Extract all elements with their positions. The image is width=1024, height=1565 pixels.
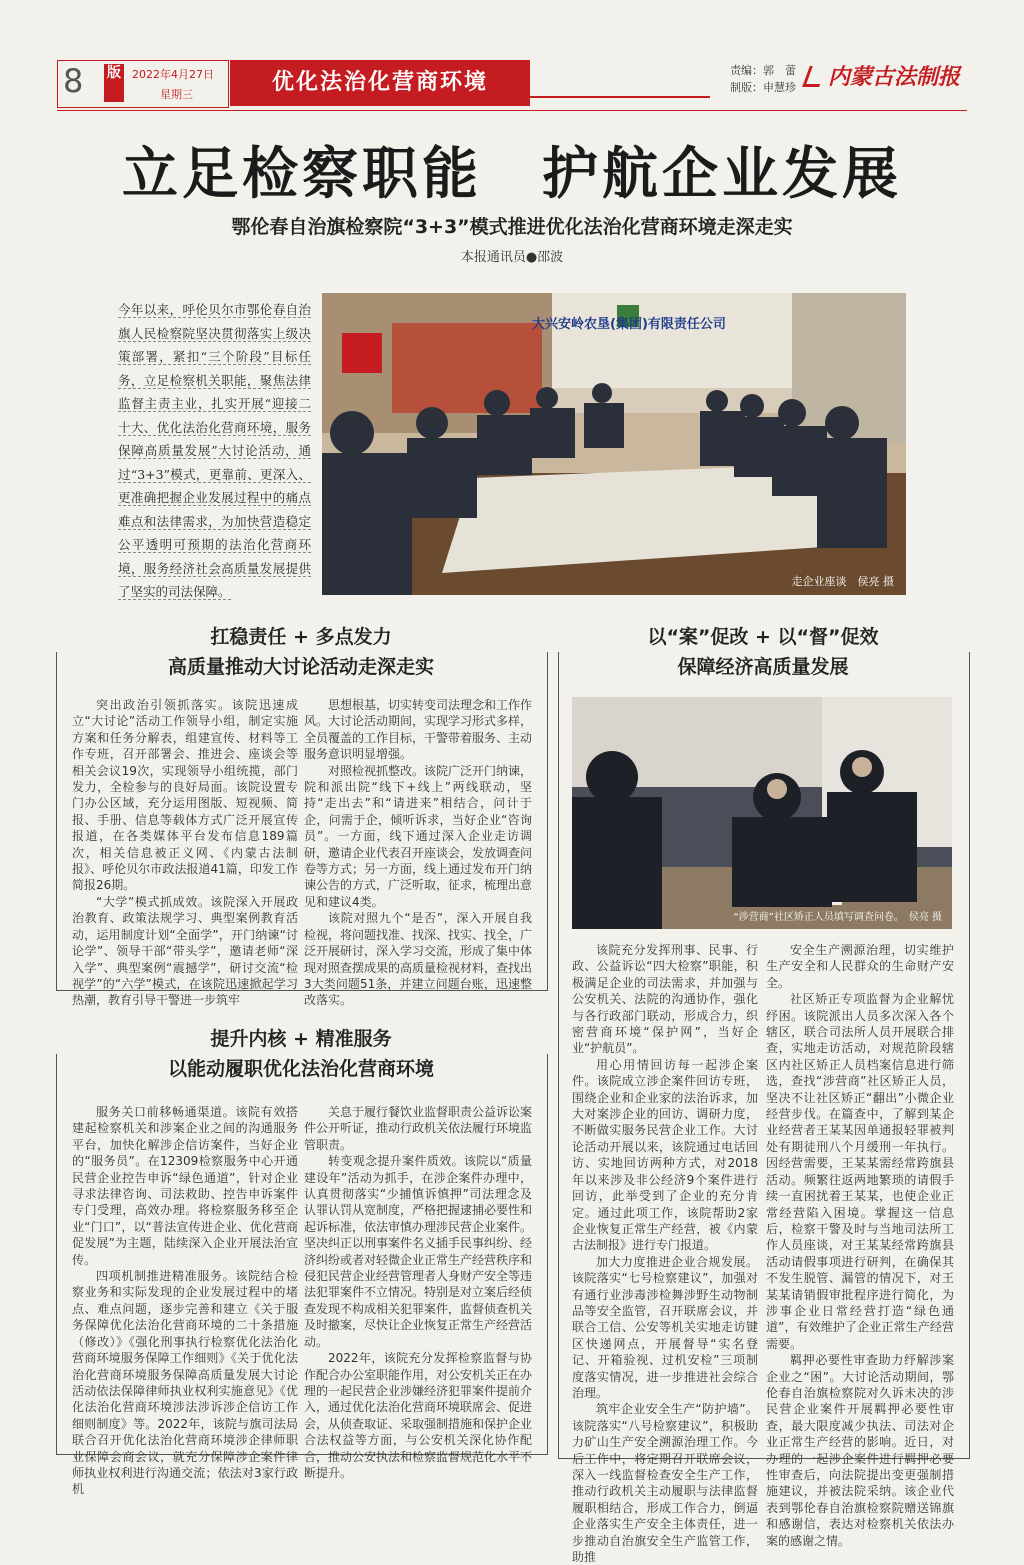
- section1-col1: [72, 697, 298, 1009]
- section2-col1: [72, 1104, 298, 1498]
- photo1-caption: 走企业座谈 侯亮 摄: [791, 575, 894, 588]
- paragraph: 服务关口前移畅通渠道。该院有效搭建起检察机关和涉案企业之间的沟通服务平台，加快化解涉企信访案件，当好企业的“服务员”。在12309检察服务中心开通民营企业控告申诉“绿色通道”，针对企业寻求法律咨询、司法救助、控告申诉案件专门受理，高效办理。将检察服务移至企业“门口”，以“普法宣传进企业、优化营商促发展”为主题，陆续深入企业开展法治宣传。: [72, 1105, 298, 1267]
- newspaper-logo-icon: [802, 66, 827, 87]
- section3-heading-line2: 保障经济高质量发展: [677, 656, 849, 678]
- paragraph: 社区矫正专项监督为企业解忧纾困。该院派出人员多次深入各个辖区，联合司法所人员开展联合排查，实地走访活动，对规范阶段辖区内社区矫正人员档案信息进行筛选，查找“涉营商”社区矫正人员，坚决不让社区矫正“翻出”小微企业经营步伐。在篇查中，了解到某企业经营者王某某因单通报轻罪被判处有期徒刑八个月缓刑一年执行。因经营需要，王某某需经常跨旗县活动。频繁往返两地繁琐的请假手续一直困扰着王某某，也使企业正常经营陷入困境。掌握这一信息后，检察干警及时与当地司法所工作人员座谈，对王某某经常跨旗县活动请假事项进行研判，在确保其不发生脱管、漏管的情况下，对王某某请销假审批程序进行简化，为涉事企业日常经营打造“绿色通道”，有效维护了企业正常生产经营需要。: [766, 992, 954, 1351]
- paragraph: 对照检视抓整改。该院广泛开门纳谏，院和派出院“线下+线上”两线联动，坚持“走出去”和“请进来”相结合，问计于企，问需于企，倾听诉求，当好企业“咨询员”。一方面，线下通过深入企业走访调研，邀请企业代表召开座谈会，发放调查问卷等方式；另一方面，线上通过发布开门纳谏公告的方式，广泛听取，征求，梳理出意见和建议4类。: [304, 763, 533, 909]
- section-banner: 优化法治化营商环境: [230, 60, 530, 106]
- page-number: 8: [63, 62, 84, 100]
- paragraph: 该院充分发挥刑事、民事、行政、公益诉讼“四大检察”职能，积极满足企业的司法需求，并加强与公安机关、法院的沟通协作，强化与各行政部门联动，形成合力，织密营商环境“保护网”，当好企业“护航员”。: [572, 943, 758, 1056]
- banner-rule: [530, 96, 710, 98]
- article-subtitle: 鄂伦春自治旗检察院“3+3”模式推进优化法治化营商环境走深走实: [231, 216, 793, 238]
- questionnaire-scene-image: [572, 697, 952, 929]
- section2-heading-line2: 以能动履职优化法治化营商环境: [167, 1058, 434, 1080]
- paragraph: 突出政治引领抓落实。该院迅速成立“大讨论”活动工作领导小组，制定实施方案和任务分解表，组建宣传、材料等工作专班，召开部署会、推进会、座谈会等相关会议19次，实现领导小组统揽，部门发力，全检参与的良好局面。该院设置专门办公区域，充分运用图版、短视频、简报、手册、信息等载体方式广泛开展宣传报道，在各类媒体平台发布信息189篇次，相关信息被正义网、《内蒙古法制报》、呼伦贝尔市政法报道41篇，印发工作简报26期。: [72, 698, 298, 893]
- meeting-scene-image: [322, 293, 906, 595]
- issue-date: 2022年4月27日: [132, 68, 214, 81]
- section1-heading-line1: 扛稳责任 + 多点发力: [210, 626, 392, 648]
- community-correction-photo: [572, 697, 952, 929]
- wall-banner-text: 大兴安岭农垦(集团)有限责任公司: [532, 317, 726, 332]
- article-intro: [118, 298, 311, 604]
- paragraph: 安全生产溯源治理，切实维护生产安全和人民群众的生命财产安全。: [766, 943, 954, 990]
- paragraph: 加大力度推进企业合规发展。该院落实“七号检察建议”，加强对有通行业涉毒涉检舞涉野生动物制品等安全监管，召开联席会议，并联合工信、公安等机关实地走访键区快递网点，开展督导“实名登记、开箱验视、过机安检”三项制度落实情况，进一步推进社会综合治理。: [572, 1254, 758, 1400]
- paragraph: 2022年，该院充分发挥检察监督与协作配合办公室职能作用，对公安机关正在办理的一起民营企业涉嫌经济犯罪案件提前介入，通过优化法治化营商环境联席会、促进会，从侦查取证、采取强制措施和保护企业合法权益等方面，与公安机关深化协作配合，推动公安执法和检察监督规范化水平不断提升。: [304, 1351, 533, 1480]
- paragraph: 该院对照九个“是否”，深入开展自我检视，将问题找准、找深、找实、找全，广泛开展研讨，深入学习交流，形成了集中体现对照查摆成果的高质量检视材料，查找出3大类问题51条，并建立问题台账，迅速整改落实。: [304, 911, 533, 1008]
- paragraph: “大学”模式抓成效。该院深入开展政治教育、政策法规学习、典型案例教育活动，运用制度计划“全面学”，开门纳谏“讨论学”、领导干部“带头学”，邀请老师“深入学”、典型案例“震撼学”，研讨交流“检视学”的“六学”模式，在该院迅速掀起学习热潮，教育引导干警进一步筑牢: [72, 894, 298, 1008]
- section2-heading-line1: 提升内核 + 精准服务: [210, 1028, 392, 1050]
- section1-heading-line2: 高质量推动大讨论活动走深走实: [167, 656, 434, 678]
- header-rule: [57, 110, 967, 111]
- paragraph: 羁押必要性审查助力纾解涉案企业之“困”。大讨论活动期间，鄂伦春自治旗检察院对久诉未决的涉民营企业案件开展羁押必要性审查，最大限度减少执法、司法对企业正常生产经营的影响。近日，对办理的一起涉企案件进行羁押必要性审查后，向法院提出变更强制措施建议，并被法院采纳。该企业代表到鄂伦春自治旗检察院赠送锦旗和感谢信，表达对检察机关依法办案的感谢之情。: [766, 1353, 954, 1548]
- producer-line: 制版：申慧珍: [730, 81, 796, 94]
- section3-col2: [766, 942, 954, 1549]
- paragraph: 思想根基，切实转变司法理念和工作作风。大讨论活动期间，实现学习形式多样，全员覆盖的工作目标，干警带着服务、主动服务意识明显增强。: [304, 698, 533, 762]
- newspaper-logo: 内蒙古法制报: [828, 64, 961, 90]
- paragraph: 关息于履行餐饮业监督职责公益诉讼案件公开听证，推动行政机关依法履行环境监管职责。: [304, 1105, 533, 1152]
- article-title: 立足检察职能 护航企业发展: [122, 141, 902, 207]
- photo2-caption: “涉营商”社区矫正人员填写调查问卷。 侯亮 摄: [733, 912, 942, 923]
- paragraph: 筑牢企业安全生产“防护墙”。该院落实“八号检察建议”，积极助力矿山生产安全溯源治理工作。今后工作中，将定期召开联席会议，深入一线监督检查安全生产工作，推动行政机关主动履职与法律监督履职相结合，形成工作合力，倒逼企业落实生产安全主体责任，进一步推动自治旗安全生产监管工作，助推: [572, 1402, 758, 1565]
- section1-col2: [304, 697, 532, 1009]
- paragraph: 四项机制推进精准服务。该院结合检察业务和实际发现的企业发展过程中的堵点、难点问题，逐步完善和建立《关于服务保障优化法治化营商环境的二十条措施（修改）》《强化刑事执行检察优化法治化营商环境服务保障工作细则》《关于优化法治化营商环境服务保障高质量发展大讨论活动依法保障律师执业权利实施意见》《优化法治化营商环境涉法涉诉涉企信访工作细则制度》等。2022年，该院与旗司法局联合召开优化法治化营商环境涉企律师职业保障会商会议，就充分保障涉企案件律师执业权利进行沟通交流；依法对3家行政机: [72, 1269, 298, 1497]
- editor-credits: [730, 62, 796, 96]
- ban-tag: 版: [104, 64, 124, 102]
- editor-line: 责编：郭 蕾: [730, 64, 796, 77]
- article-byline: 本报通讯员●邵波: [460, 250, 564, 265]
- section3-col1: [572, 942, 758, 1565]
- paragraph: 用心用情回访每一起涉企案件。该院成立涉企案件回访专班，围绕企业和企业家的法治诉求，加大对案涉企业的回访、调研力度，不断做实服务民营企业工作。大讨论活动开展以来，该院通过电话回访、实地回访两种方式，对2018年以来涉及非公经济9个案件进行回访，此举受到了企业的充分肯定。通过此项工作，该院帮助2家企业恢复正常生产经营，被《内蒙古法制报》进行专门报道。: [572, 1057, 758, 1253]
- meeting-photo: [322, 293, 906, 595]
- section2-col2: [304, 1104, 532, 1481]
- section3-heading-line1: 以“案”促改 + 以“督”促效: [647, 626, 879, 648]
- issue-weekday: 星期三: [160, 88, 193, 101]
- paragraph: 转变观念提升案件质效。该院以“质量建设年”活动为抓手，在涉企案件办理中，认真贯彻落实“少捕慎诉慎押”司法理念及认罪认罚从宽制度，严格把握逮捕必要性和起诉标准，依法审慎办理涉民营企业案件。坚决纠正以刑事案件名义插手民事纠纷、经济纠纷或者对轻微企业正常生产经营秩序和侵犯民营企业经营管理者人身财产安全等违法犯罪案件不立情况。特别是对立案后经侦查发现不构成相关犯罪案件，监督侦查机关及时撤案，尽快让企业恢复正常生产经营活动。: [304, 1154, 533, 1349]
- intro-text: 今年以来，呼伦贝尔市鄂伦春自治旗人民检察院坚决贯彻落实上级决策部署，紧扣“三个阶段”目标任务，立足检察机关职能，聚焦法律监督主责主业，扎实开展“迎接二十大、优化法治化营商环境，服务保障高质量发展”大讨论活动，通过“3+3”模式，更靠前、更深入、更准确把握企业发展过程中的痛点难点和法律需求，为加快营造稳定公平透明可预期的法治化营商环境，服务经济社会高质量发展提供了坚实的司法保障。: [118, 302, 311, 599]
